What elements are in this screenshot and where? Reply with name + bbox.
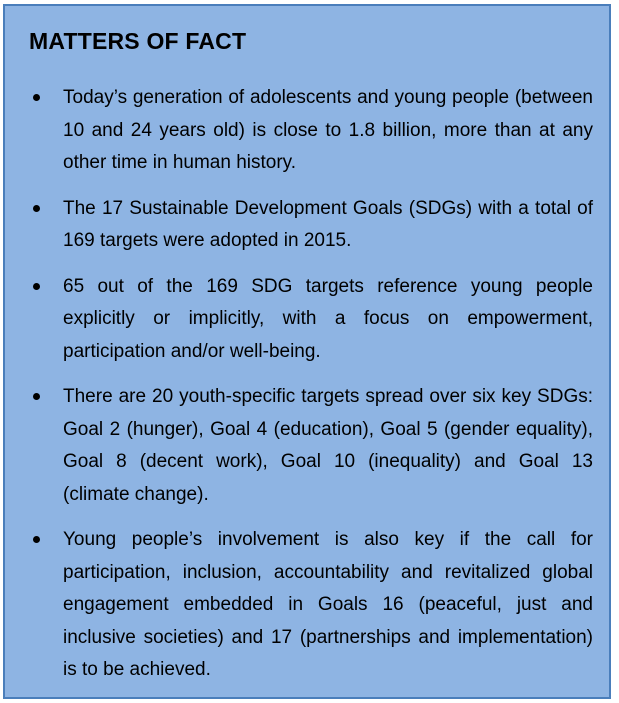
fact-text: Young people’s involvement is also key if the call for participation, inclusion, accountability and revitalized global engagement embedded in Goals 16 (peaceful, just and inclusive societies) and 17 (partnerships and implementation) is to be achieved. [63, 529, 593, 680]
list-item [33, 381, 593, 511]
fact-text: 65 out of the 169 SDG targets reference young people explicitly or implicitly, with a focus on empowerment, participation and/or well-being. [63, 275, 593, 362]
bullet-icon [33, 536, 40, 543]
bullet-icon [33, 205, 40, 212]
box-title: MATTERS OF FACT [29, 28, 247, 54]
fact-list [33, 82, 593, 700]
bullet-icon [33, 393, 40, 400]
fact-text: There are 20 youth-specific targets spread over six key SDGs: Goal 2 (hunger), Goal 4 (education), Goal 5 (gender equality), Goal 8 (decent work), Goal 10 (inequality) and Goal 13 (climate change). [63, 386, 593, 505]
bullet-icon [33, 94, 40, 101]
fact-text: Today’s generation of adolescents and young people (between 10 and 24 years old) is close to 1.8 billion, more than at any other time in human history. [63, 87, 593, 173]
list-item [33, 193, 593, 258]
list-item [33, 82, 593, 180]
fact-text: The 17 Sustainable Development Goals (SDGs) with a total of 169 targets were adopted in 2015. [63, 197, 593, 251]
bullet-icon [33, 283, 40, 290]
list-item [33, 271, 593, 369]
matters-of-fact-box [3, 4, 611, 699]
list-item [33, 524, 593, 687]
